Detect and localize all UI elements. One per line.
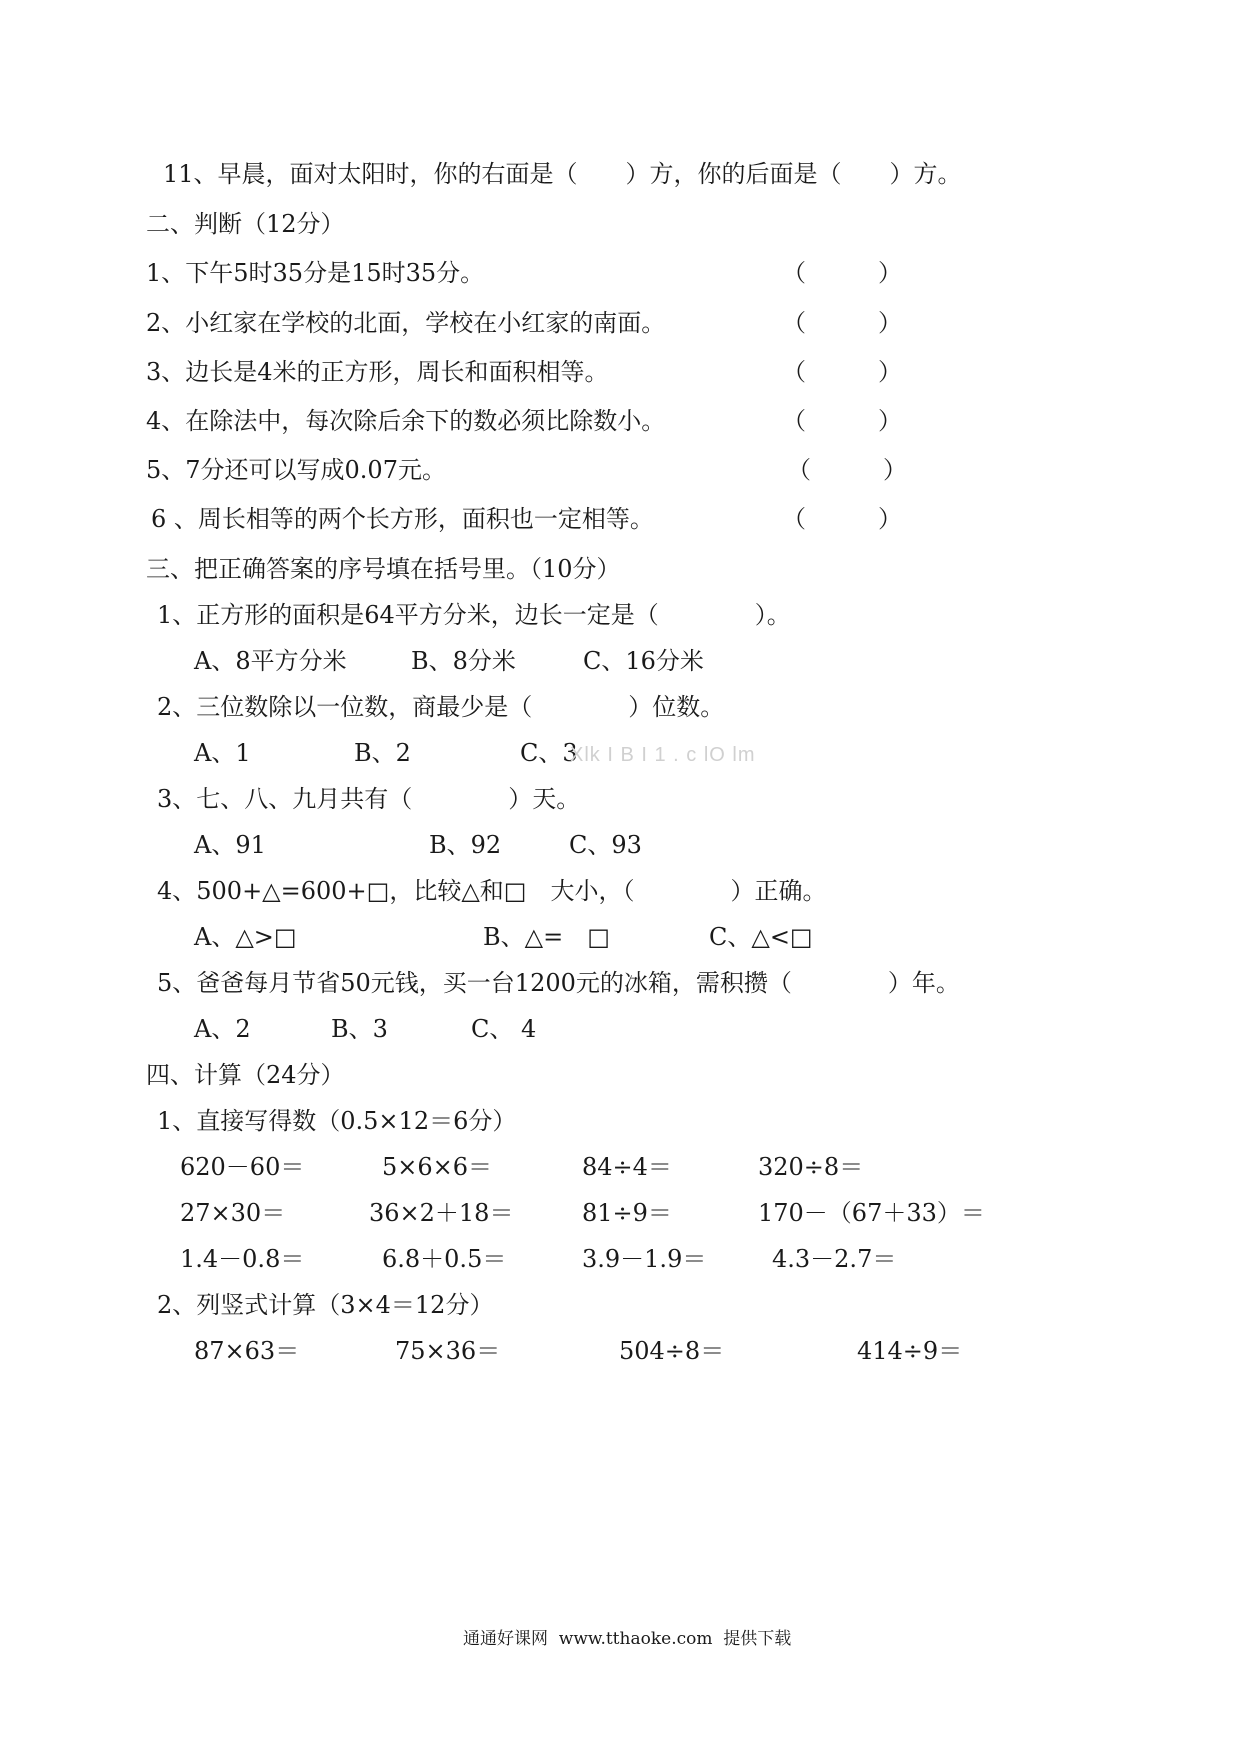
- vertical-calc-item: 75×36＝: [395, 1337, 501, 1365]
- judge-answer-2[interactable]: （ ）: [782, 309, 902, 337]
- choice-question-1: 1、正方形的面积是64平方分米，边长一定是（ ）。: [157, 601, 791, 629]
- choice-question-2: 2、三位数除以一位数，商最少是（ ）位数。: [157, 693, 725, 721]
- choice-1-option-a[interactable]: A、8平方分米: [194, 647, 347, 675]
- section-3-title: 三、把正确答案的序号填在括号里。（10分）: [146, 555, 621, 583]
- choice-4-option-a[interactable]: A、△>□: [194, 923, 297, 951]
- choice-5-option-a[interactable]: A、2: [194, 1015, 251, 1043]
- vertical-calc-item: 504÷8＝: [619, 1337, 725, 1365]
- calc-sub-2-title: 2、列竖式计算（3×4＝12分）: [157, 1291, 494, 1319]
- judge-item-5: 5、7分还可以写成0.07元。: [146, 456, 446, 484]
- judge-item-2: 2、小红家在学校的北面，学校在小红家的南面。: [146, 309, 666, 337]
- judge-item-1: 1、下午5时35分是15时35分。: [146, 259, 485, 287]
- calc-item: 81÷9＝: [582, 1199, 672, 1227]
- choice-question-5: 5、爸爸每月节省50元钱，买一台1200元的冰箱，需积攒（ ）年。: [157, 969, 960, 997]
- calc-item: 620－60＝: [180, 1153, 305, 1181]
- judge-answer-3[interactable]: （ ）: [782, 358, 902, 386]
- choice-5-option-b[interactable]: B、3: [331, 1015, 388, 1043]
- calc-item: 84÷4＝: [582, 1153, 672, 1181]
- section-2-title: 二、判断（12分）: [146, 210, 345, 238]
- judge-answer-4[interactable]: （ ）: [782, 407, 902, 435]
- choice-1-option-c[interactable]: C、16分米: [583, 647, 704, 675]
- choice-2-option-c[interactable]: C、3: [520, 739, 578, 767]
- choice-question-4: 4、500+△=600+□，比较△和□ 大小，（ ）正确。: [157, 877, 827, 905]
- vertical-calc-item: 87×63＝: [194, 1337, 300, 1365]
- choice-5-option-c[interactable]: C、 4: [471, 1015, 537, 1043]
- calc-item: 5×6×6＝: [382, 1153, 493, 1181]
- calc-item: 6.8＋0.5＝: [382, 1245, 507, 1273]
- choice-2-option-a[interactable]: A、1: [194, 739, 251, 767]
- choice-3-option-c[interactable]: C、93: [569, 831, 642, 859]
- section-4-title: 四、计算（24分）: [146, 1061, 345, 1089]
- calc-item: 27×30＝: [180, 1199, 286, 1227]
- calc-item: 4.3－2.7＝: [772, 1245, 897, 1273]
- vertical-calc-item: 414÷9＝: [857, 1337, 963, 1365]
- question-11: 11、早晨，面对太阳时，你的右面是（ ）方，你的后面是（ ）方。: [163, 160, 962, 188]
- judge-answer-5[interactable]: （ ）: [787, 456, 907, 484]
- calc-item: 36×2＋18＝: [369, 1199, 514, 1227]
- calc-item: 170－（67＋33）＝: [758, 1199, 985, 1227]
- choice-question-3: 3、七、八、九月共有（ ）天。: [157, 785, 581, 813]
- judge-item-4: 4、在除法中，每次除后余下的数必须比除数小。: [146, 407, 666, 435]
- choice-3-option-a[interactable]: A、91: [194, 831, 266, 859]
- watermark-text: Xlk I B I 1 . c lO lm: [570, 744, 756, 766]
- choice-1-option-b[interactable]: B、8分米: [411, 647, 516, 675]
- footer-credit: 通通好课网 www.tthaoke.com 提供下载: [463, 1629, 792, 1649]
- judge-answer-1[interactable]: （ ）: [782, 259, 902, 287]
- calc-sub-1-title: 1、直接写得数（0.5×12＝6分）: [157, 1107, 517, 1135]
- choice-4-option-b[interactable]: B、△= □: [483, 923, 610, 951]
- calc-item: 3.9－1.9＝: [582, 1245, 707, 1273]
- calc-item: 1.4－0.8＝: [180, 1245, 305, 1273]
- judge-item-6: 6 、周长相等的两个长方形，面积也一定相等。: [151, 505, 654, 533]
- choice-4-option-c[interactable]: C、△<□: [709, 923, 813, 951]
- judge-item-3: 3、边长是4米的正方形，周长和面积相等。: [146, 358, 609, 386]
- choice-3-option-b[interactable]: B、92: [429, 831, 502, 859]
- judge-answer-6[interactable]: （ ）: [782, 505, 902, 533]
- calc-item: 320÷8＝: [758, 1153, 864, 1181]
- choice-2-option-b[interactable]: B、2: [354, 739, 411, 767]
